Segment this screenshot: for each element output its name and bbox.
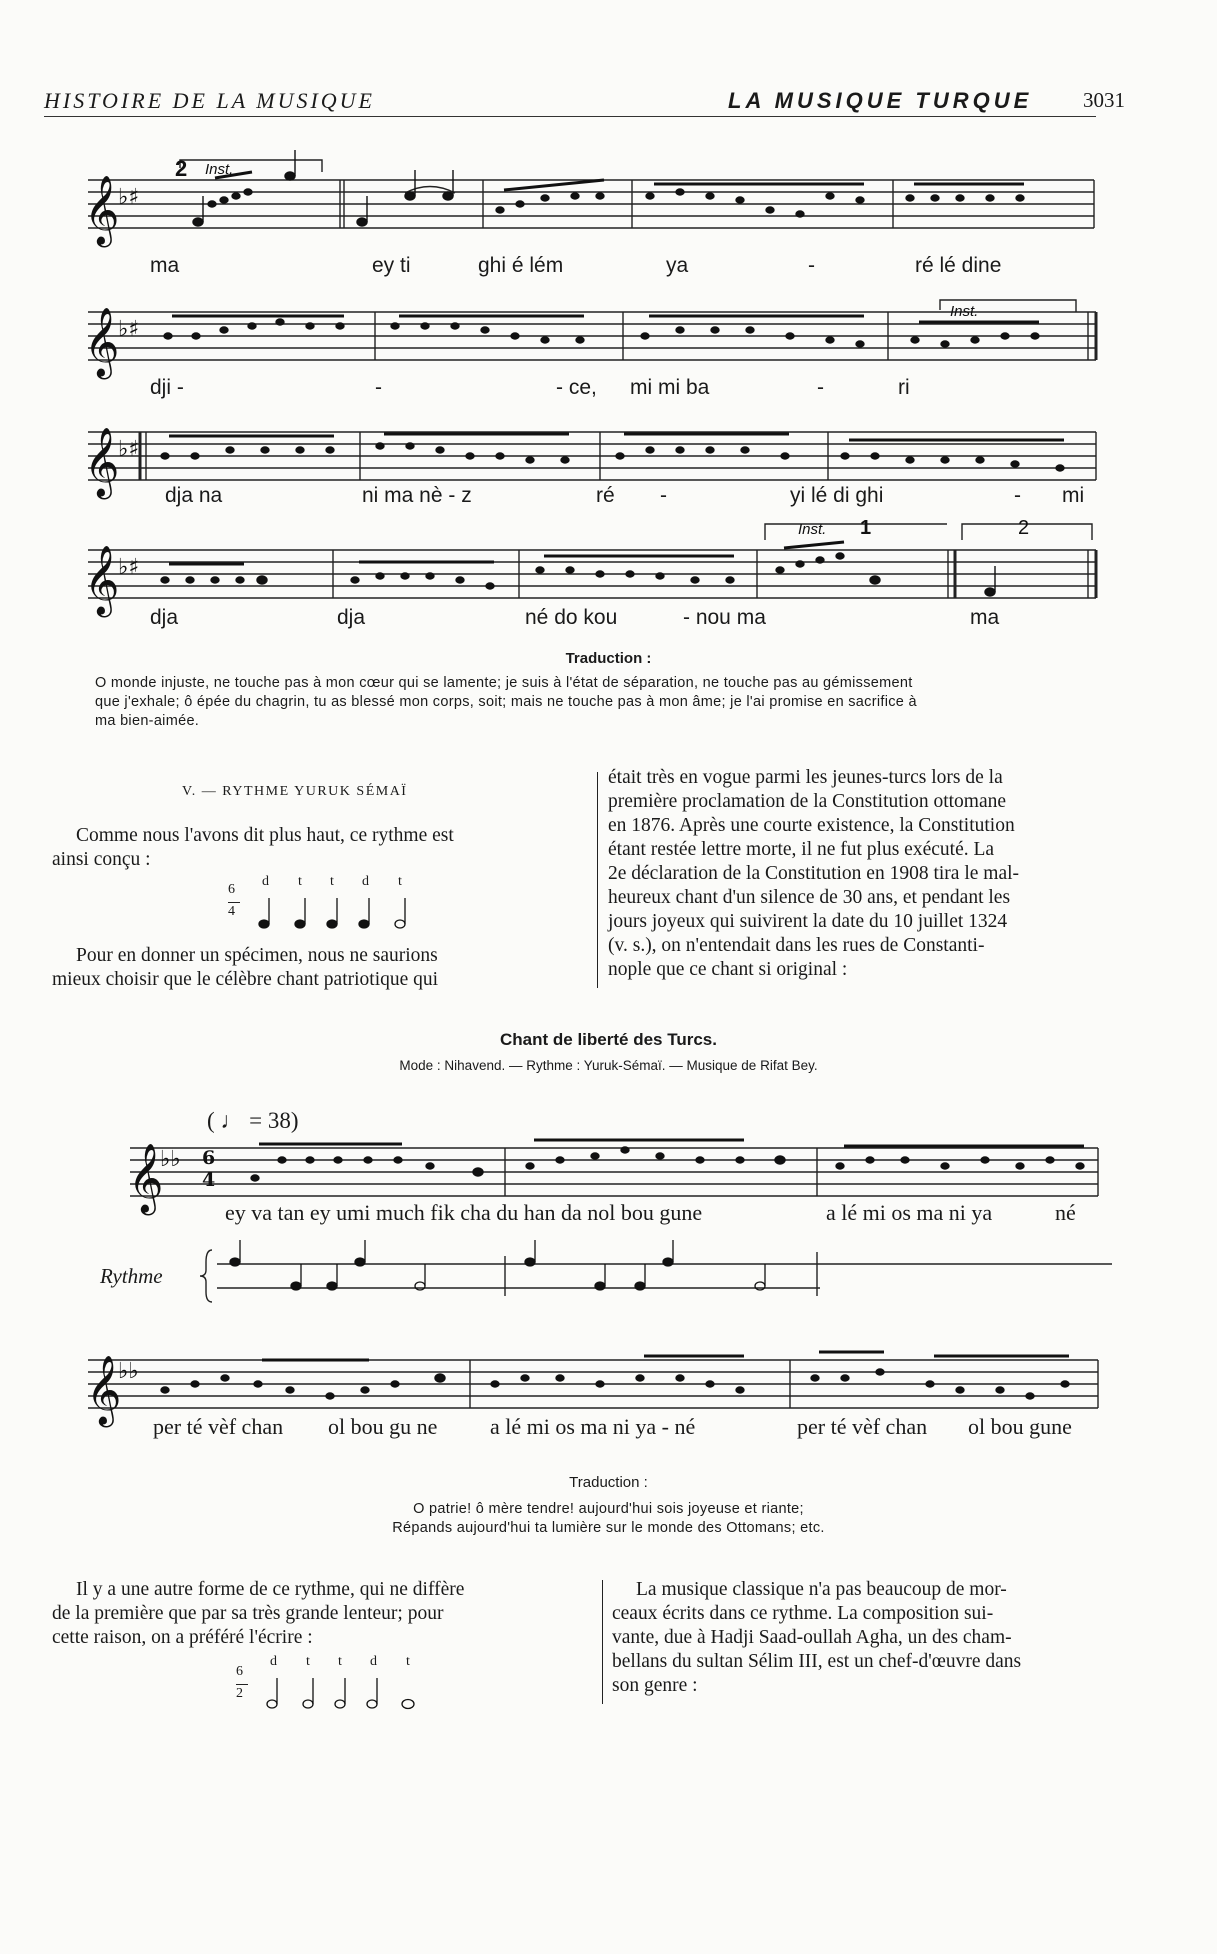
lyric: ré: [596, 484, 615, 507]
lyric: ré lé dine: [915, 254, 1002, 277]
svg-text:2: 2: [1018, 517, 1030, 539]
lyric: ey va tan ey umi much fik cha du han da nol bou gune: [225, 1200, 703, 1225]
lyric: ghi é lém: [478, 254, 564, 277]
svg-text:♭♭: ♭♭: [160, 1147, 181, 1172]
lyric: - ce,: [556, 376, 597, 399]
lyric: -: [817, 376, 824, 399]
lyric: yi lé di ghi: [790, 484, 884, 507]
lyric: -: [1014, 484, 1021, 507]
lyric: ol bou gu ne: [328, 1414, 438, 1439]
lyric: per té vèf chan: [797, 1414, 928, 1439]
lyric: ey ti: [372, 254, 411, 277]
lyric: dji -: [150, 376, 184, 399]
rhythm-figure-2: 6 2 d t t d t: [236, 1654, 426, 1714]
svg-text:Inst.: Inst.: [950, 303, 979, 320]
lyric: ma: [150, 254, 180, 277]
translation-1-title: Traduction :: [565, 650, 652, 667]
running-header-left: HISTOIRE DE LA MUSIQUE: [44, 88, 375, 113]
lyric: per té vèf chan: [153, 1414, 284, 1439]
lyric: a lé mi os ma ni ya: [826, 1200, 993, 1225]
svg-text:6: 6: [202, 1147, 216, 1169]
section-paragraph-2: Pour en donner un spécimen, nous ne saurions mieux choisir que le célèbre chant patriotique qui: [52, 945, 439, 990]
svg-text:♭♭: ♭♭: [118, 1359, 139, 1384]
lyric: -: [808, 254, 815, 277]
bottom-right-column: La musique classique n'a pas beaucoup de mor- ceaux écrits dans ce rythme. La composition sui- vante, due à Hadji Saad-oullah Agha, un des cham- bellans du sultan Sélim III, est un chef-d'œuvre dans son genre :: [612, 1579, 1022, 1696]
svg-text:𝄞: 𝄞: [84, 175, 120, 245]
section-title: V. — RYTHME YURUK SÉMAÏ: [182, 784, 408, 799]
volta-2-label: 2: [175, 156, 188, 181]
lyric: - nou ma: [683, 606, 766, 629]
svg-text:♭♯: ♭♯: [118, 185, 140, 210]
page-number: 3031: [1083, 88, 1125, 112]
lyric: -: [375, 376, 382, 399]
svg-text:♭♯: ♭♯: [118, 555, 140, 580]
svg-text:♭♯: ♭♯: [118, 317, 140, 342]
lyric: mi mi ba: [630, 376, 710, 399]
svg-text:𝄞: 𝄞: [84, 427, 120, 497]
lyric: ma: [970, 606, 1000, 629]
rhythm-label: Rythme: [100, 1264, 163, 1288]
lyric: dja na: [165, 484, 223, 507]
lyric: dja: [337, 606, 366, 629]
section-paragraph-1: Comme nous l'avons dit plus haut, ce rythme est ainsi conçu :: [52, 825, 454, 870]
svg-text:♭♯: ♭♯: [118, 437, 140, 462]
lyric: né do kou: [525, 606, 618, 629]
lyric: ya: [666, 254, 689, 277]
lyric: -: [660, 484, 667, 507]
lyric: a lé mi os ma ni ya - né: [490, 1414, 696, 1439]
svg-text:4: 4: [202, 1169, 216, 1191]
lyric: dja: [150, 606, 179, 629]
svg-text:Inst.: Inst.: [798, 521, 827, 538]
lyric: mi: [1062, 484, 1085, 507]
column-divider: [602, 1580, 603, 1704]
svg-text:1: 1: [860, 517, 872, 539]
lyric: ri: [898, 376, 910, 399]
svg-text:𝄞: 𝄞: [128, 1143, 164, 1213]
translation-1-text: O monde injuste, ne touche pas à mon cœur qui se lamente; je suis à l'état de séparation, ne touche pas au gémissement que j'exhale; ô épée du chagrin, tu as blessé mon corps, soit; mais ne touche pas à mon âme; je l'ai promise en sacrifice à ma bien-aimée.: [95, 675, 917, 729]
rhythm-notes-2: [236, 1654, 426, 1714]
translation-2-text: O patrie! ô mère tendre! aujourd'hui sois joyeuse et riante; Répands aujourd'hui ta lumière sur le monde des Ottomans; etc.: [392, 1501, 825, 1536]
lyric: né: [1055, 1200, 1076, 1225]
chant-subtitle: Mode : Nihavend. — Rythme : Yuruk-Sémaï. — Musique de Rifat Bey.: [399, 1058, 818, 1073]
svg-text:𝄞: 𝄞: [84, 307, 120, 377]
lyric: ni ma nè - z: [362, 484, 472, 507]
svg-text:𝄞: 𝄞: [86, 1355, 122, 1425]
rhythm-figure-1: 6 4 d t t d t: [228, 874, 418, 936]
section-right-column: était très en vogue parmi les jeunes-turcs lors de la première proclamation de la Constitution ottomane en 1876. Après une courte existence, la Constitution étant restée lettre morte, il ne fut plus exécuté. La 2e déclaration de la Constitution en 1908 tira le mal- heureux chant d'un silence de 30 ans, et pendant les jours joyeux qui suivirent la date du 10 juillet 1324 (v. s.), on n'entendait dans les rues de Constanti- nople que ce chant si original :: [608, 767, 1020, 980]
translation-2-title: Traduction :: [569, 1474, 648, 1491]
lyric: ol bou gune: [968, 1414, 1072, 1439]
tempo-marking: ( ♩ = 38): [207, 1108, 299, 1133]
svg-text:𝄞: 𝄞: [84, 545, 120, 615]
running-header-right: LA MUSIQUE TURQUE: [728, 88, 1033, 113]
svg-text:Inst.: Inst.: [205, 161, 234, 178]
chant-title: Chant de liberté des Turcs.: [500, 1030, 717, 1049]
bottom-left-column: Il y a une autre forme de ce rythme, qui ne diffère de la première que par sa très grande lenteur; pour cette raison, on a préféré l'écrire :: [52, 1579, 465, 1648]
